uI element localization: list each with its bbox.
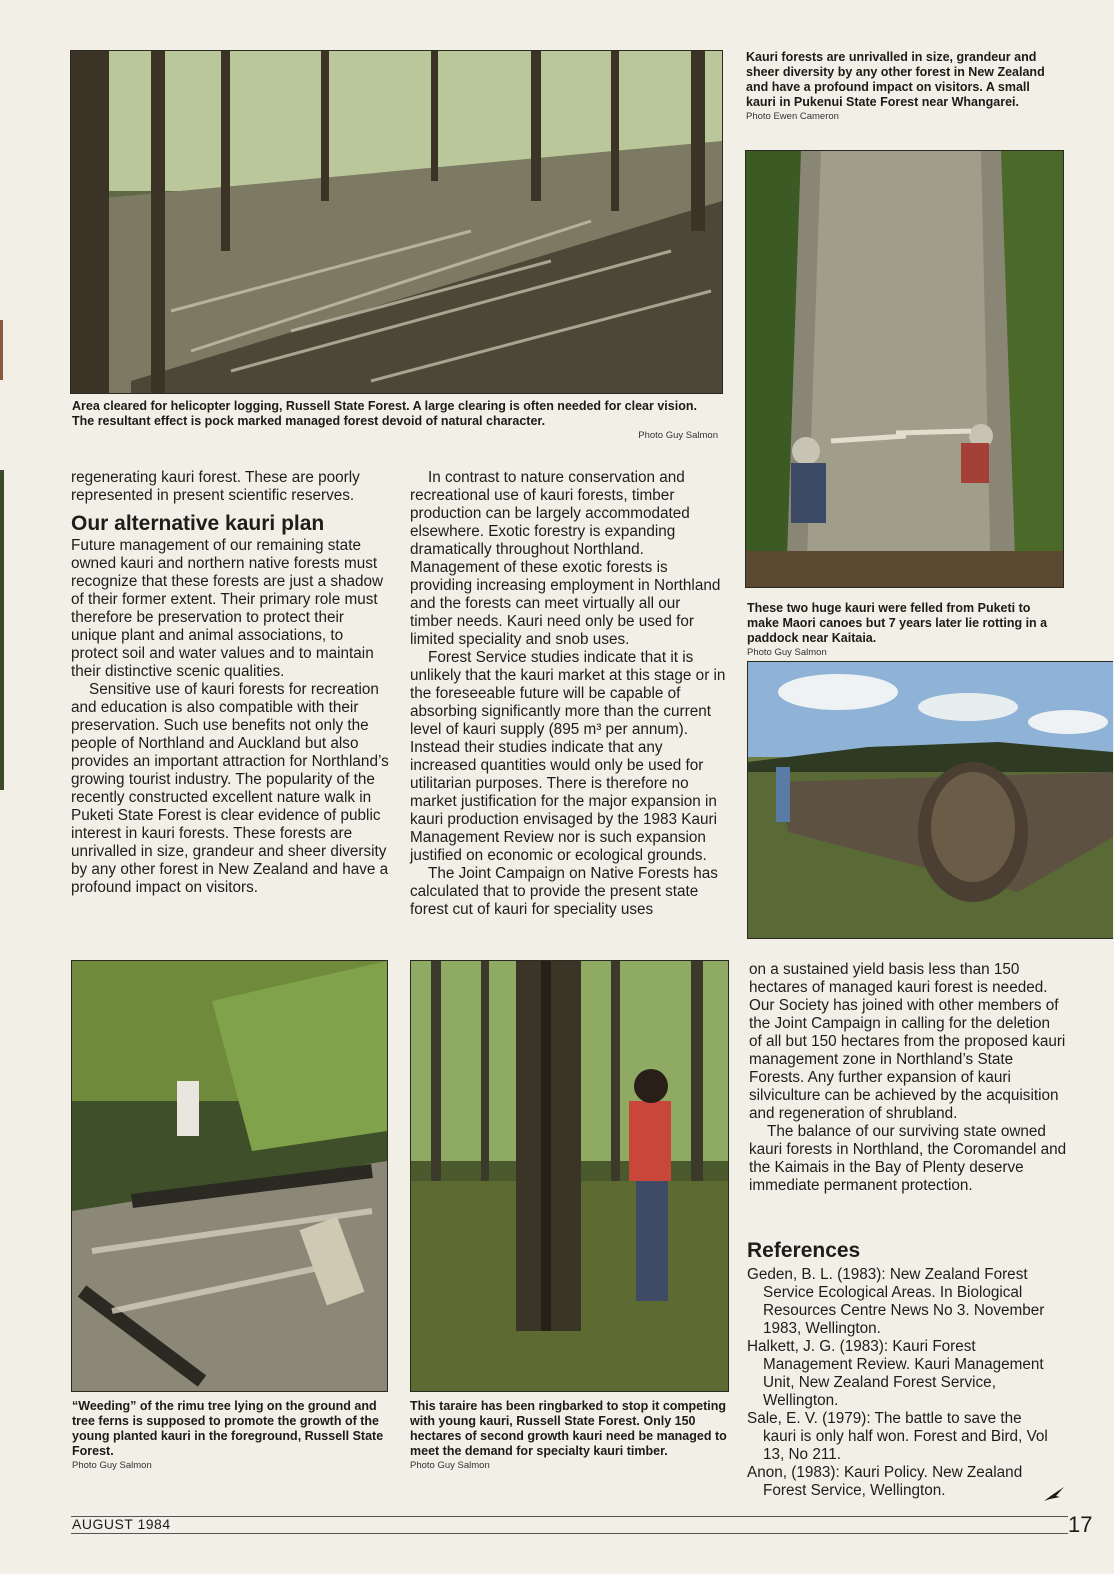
paragraph: on a sustained yield basis less than 150 hectares of managed kauri forest is needed. Our Society has joined with other members of the Joint Campaign in calling for the deletion of all but 150 hectares from the proposed kauri management zone in Northland’s State Forests. Any further expansion of kauri silviculture can be achieved by the acquisition and regeneration of shrubland.: [749, 961, 1066, 1122]
caption-text: Area cleared for helicopter logging, Russell State Forest. A large clearing is often needed for clear vision. The resultant effect is pock marked managed forest devoid of natural character.: [72, 399, 697, 428]
photo-ringbarked-taraire: [410, 960, 729, 1392]
photo-kauri-trunk: [745, 150, 1064, 588]
references-section: [747, 1238, 1059, 1500]
caption-felled-kauri: [747, 601, 1062, 659]
caption-text: This taraire has been ringbarked to stop it competing with young kauri, Russell State Forest. Only 150 hectares of second growth kauri need be managed to meet the demand for specialty kauri timber.: [410, 1399, 727, 1458]
paragraph: Future management of our remaining state owned kauri and northern native forests must recognize that these forests are just a shadow of their former extent. Their primary role must therefore be preservation to protect their unique plant and animal associations, to protect soil and water values and to maintain their distinctive scenic qualities.: [71, 537, 384, 680]
photo-helicopter-clearing: [70, 50, 723, 394]
paragraph: regenerating kauri forest. These are poorly represented in present scientific reserves.: [71, 469, 360, 504]
caption-text: These two huge kauri were felled from Puketi to make Maori canoes but 7 years later lie rotting in a paddock near Kaitaia.: [747, 601, 1048, 645]
article-column-1: [71, 469, 391, 897]
page-edge-strip: [0, 320, 3, 380]
reference-item: Sale, E. V. (1979): The battle to save the kauri is only half won. Forest and Bird, Vol 13, No 211.: [747, 1410, 1048, 1463]
reference-item: Anon, (1983): Kauri Policy. New Zealand Forest Service, Wellington.: [747, 1464, 1023, 1499]
caption-helicopter: [72, 399, 718, 442]
caption-text: “Weeding” of the rimu tree lying on the ground and tree ferns is supposed to promote the growth of the young planted kauri in the foreground, Russell State Forest.: [72, 1399, 384, 1458]
caption-weeding: [72, 1399, 388, 1472]
paragraph: The balance of our surviving state owned kauri forests in Northland, the Coromandel and the Kaimais in the Bay of Plenty deserve immediate permanent protection.: [749, 1123, 1067, 1194]
page-number: 17: [1068, 1512, 1093, 1537]
reference-item: Geden, B. L. (1983): New Zealand Forest Service Ecological Areas. In Biological Resources Centre News No 3. November 1983, Wellington.: [747, 1266, 1045, 1337]
footer-issue-date: AUGUST 1984: [72, 1516, 171, 1532]
photo-credit: Photo Ewen Cameron: [746, 111, 839, 122]
references-heading: References: [747, 1239, 861, 1262]
photo-weeding: [71, 960, 388, 1392]
bird-logo-icon: [1042, 1485, 1066, 1505]
photo-credit: Photo Guy Salmon: [638, 430, 718, 441]
footer-rule: [71, 1516, 1068, 1517]
caption-text: Kauri forests are unrivalled in size, grandeur and sheer diversity by any other forest in New Zealand and have a profound impact on visitors. A small kauri in Pukenui State Forest near Whangarei.: [746, 50, 1045, 109]
article-column-2: [410, 469, 726, 919]
paragraph: In contrast to nature conservation and recreational use of kauri forests, timber production can be largely accommodated elsewhere. Exotic forestry is expanding dramatically throughout Northland. Management of these exotic forests is providing increasing employment in Northland and the forests can meet virtually all our timber needs. Kauri need only be used for limited speciality and snob uses.: [410, 469, 721, 648]
footer-rule: [71, 1533, 1068, 1534]
paragraph: The Joint Campaign on Native Forests has calculated that to provide the present state forest cut of kauri for speciality uses: [410, 865, 718, 918]
photo-credit: Photo Guy Salmon: [72, 1460, 152, 1471]
photo-credit: Photo Guy Salmon: [747, 647, 827, 658]
article-column-3: [749, 961, 1067, 1195]
caption-kauri-size: [746, 50, 1058, 123]
section-heading: Our alternative kauri plan: [71, 512, 325, 535]
paragraph: Forest Service studies indicate that it is unlikely that the kauri market at this stage or in the foreseeable future will be capable of absorbing significantly more than the current level of kauri supply (895 m³ per annum). Instead their studies indicate that any increased quantities would only be used for utilitarian purposes. There is therefore no market justification for the major expansion in kauri production envisaged by the 1983 Kauri Management Review nor is such expansion justified on economic or ecological grounds.: [410, 649, 726, 864]
photo-credit: Photo Guy Salmon: [410, 1460, 490, 1471]
page-edge-strip: [0, 470, 4, 790]
paragraph: Sensitive use of kauri forests for recreation and education is also compatible with their preservation. Such use benefits not only the people of Northland and Auckland but also provides an important attraction for Northland’s growing tourist industry. The popularity of the recently constructed excellent nature walk in Puketi State Forest is clear evidence of public interest in kauri forests. These forests are unrivalled in size, grandeur and sheer diversity by any other forest in New Zealand and have a profound impact on visitors.: [71, 681, 389, 896]
reference-item: Halkett, J. G. (1983): Kauri Forest Management Review. Kauri Management Unit, New Zealand Forest Service, Wellington.: [747, 1338, 1044, 1409]
caption-taraire: [410, 1399, 728, 1472]
photo-felled-log: [747, 661, 1113, 939]
